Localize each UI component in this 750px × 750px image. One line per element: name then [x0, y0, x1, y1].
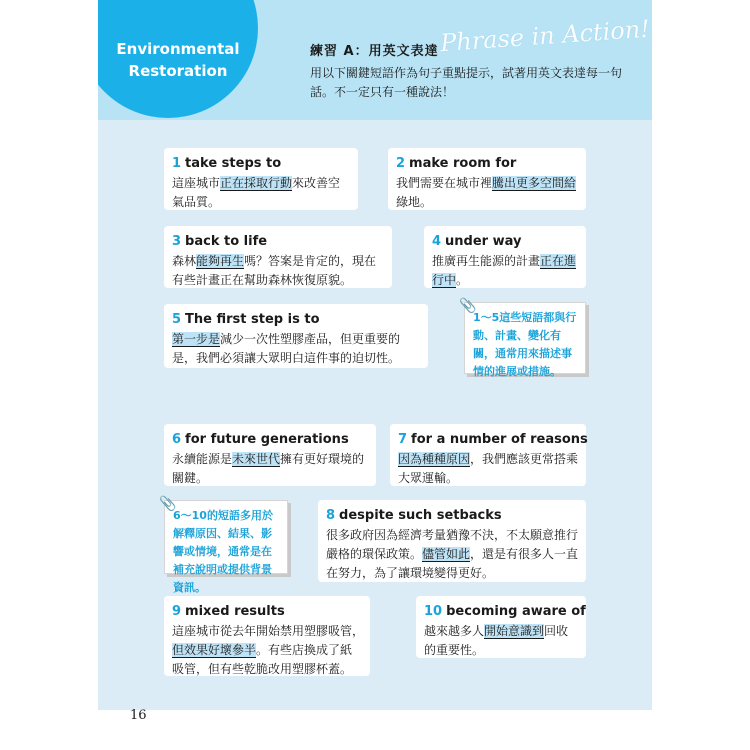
sentence-segment: 擁有更好環境的關鍵。 — [172, 452, 365, 485]
item-phrase: for future generations — [185, 432, 349, 447]
tip-note-1 — [459, 298, 586, 378]
phrase-card-10 — [416, 596, 586, 658]
item-number: 4 — [432, 234, 442, 249]
card-heading — [432, 232, 580, 252]
sentence-segment: 永續能源是 — [172, 452, 233, 466]
instruction-text: 用以下關鍵短語作為句子重點提示，試著用英文表達每一句話。不一定只有一種說法！ — [310, 66, 623, 99]
sentence-segment: ，我們應該更常搭乘大眾運輸。 — [398, 452, 579, 485]
card-heading — [172, 430, 370, 450]
key-phrase-highlight: 未來世代 — [232, 452, 281, 466]
item-number: 1 — [172, 156, 182, 171]
item-phrase: The first step is to — [185, 312, 320, 327]
exercise-title: 練習 A：用英文表達 — [310, 44, 439, 59]
paperclip-icon: 📎 — [459, 298, 477, 314]
card-heading — [172, 602, 364, 622]
item-number: 5 — [172, 312, 182, 327]
item-phrase: take steps to — [185, 156, 282, 171]
item-number: 3 — [172, 234, 182, 249]
sentence-segment: ，還是有很多人一直在努力，為了讓環境變得更好。 — [326, 547, 579, 580]
key-phrase-highlight: 儘管如此 — [422, 547, 471, 561]
item-number: 2 — [396, 156, 406, 171]
item-sentence — [398, 450, 580, 488]
sentence-segment: 。 — [456, 273, 469, 287]
sentence-segment: 綠地。 — [396, 195, 433, 209]
key-phrase-highlight: 騰出更多空間給 — [492, 176, 577, 190]
key-phrase-highlight: 正在進行中 — [432, 254, 577, 287]
item-sentence — [172, 330, 422, 368]
item-number: 7 — [398, 432, 408, 447]
phrase-card-2 — [388, 148, 586, 210]
sentence-segment: 嗎？答案是肯定的，現在有些計畫正在幫助森林恢復原貌。 — [172, 254, 377, 287]
paperclip-icon: 📎 — [159, 496, 177, 512]
key-phrase-highlight: 但效果好壞參半 — [172, 643, 257, 657]
item-sentence — [432, 252, 580, 290]
item-phrase: mixed results — [185, 604, 285, 619]
key-phrase-highlight: 開始意識到 — [484, 624, 545, 638]
item-phrase: despite such setbacks — [339, 508, 502, 523]
phrase-card-1 — [164, 148, 358, 210]
key-phrase-highlight: 能夠再生 — [196, 254, 245, 268]
item-number: 9 — [172, 604, 182, 619]
item-phrase: make room for — [409, 156, 517, 171]
item-number: 6 — [172, 432, 182, 447]
sentence-segment: 這座城市 — [172, 176, 221, 190]
key-phrase-highlight: 正在採取行動 — [220, 176, 293, 190]
item-phrase: back to life — [185, 234, 268, 249]
item-sentence — [172, 450, 370, 488]
sentence-segment: 來改善空氣品質。 — [172, 176, 341, 209]
item-sentence — [172, 252, 386, 290]
item-phrase: becoming aware of — [446, 604, 586, 619]
card-heading — [172, 154, 352, 174]
phrase-card-6 — [164, 424, 376, 486]
phrase-in-action-title: Phrase in Action! — [439, 14, 651, 58]
item-sentence — [424, 622, 580, 660]
card-heading — [172, 232, 386, 252]
page — [98, 0, 652, 750]
sentence-segment: 。有些店換成了紙吸管，但有些乾脆改用塑膠杯蓋。 — [172, 643, 353, 676]
sentence-segment: 森林 — [172, 254, 197, 268]
item-sentence — [172, 174, 352, 212]
phrase-card-3 — [164, 226, 392, 288]
key-phrase-highlight: 因為種種原因 — [398, 452, 471, 466]
page-number: 16 — [130, 708, 147, 723]
sentence-segment: 這座城市從去年開始禁用塑膠吸管， — [172, 624, 365, 638]
sentence-segment: 我們需要在城市裡 — [396, 176, 493, 190]
sentence-segment: 越來越多人 — [424, 624, 485, 638]
sentence-segment: 回收的重要性。 — [424, 624, 569, 657]
tip-note-text: 6～10的短語多用於解釋原因、結果、影響或情境，通常是在補充說明或提供背景資訊。 — [173, 509, 273, 594]
phrase-card-4 — [424, 226, 586, 288]
card-heading — [326, 506, 580, 526]
item-number: 10 — [424, 604, 443, 619]
card-heading — [172, 310, 422, 330]
phrase-card-8 — [318, 500, 586, 582]
sentence-segment: 減少一次性塑膠產品，但更重要的是，我們必須讓大眾明白這件事的迫切性。 — [172, 332, 401, 365]
key-phrase-highlight: 第一步是 — [172, 332, 221, 346]
tip-note-text: 1～5這些短語都與行動、計畫、變化有關，通常用來描述事情的進展或措施。 — [473, 311, 577, 378]
phrase-card-5 — [164, 304, 428, 368]
phrase-card-9 — [164, 596, 370, 676]
sentence-segment: 推廣再生能源的計畫 — [432, 254, 541, 268]
item-phrase: for a number of reasons — [411, 432, 588, 447]
topic-title: Environmental Restoration — [116, 40, 240, 80]
item-sentence — [172, 622, 364, 679]
item-sentence — [326, 526, 580, 583]
item-number: 8 — [326, 508, 336, 523]
item-sentence — [396, 174, 580, 212]
card-heading — [424, 602, 586, 622]
card-heading — [398, 430, 588, 450]
phrase-card-7 — [390, 424, 586, 486]
card-heading — [396, 154, 580, 174]
tip-note-2 — [159, 496, 288, 594]
item-phrase: under way — [445, 234, 522, 249]
sentence-segment: 很多政府因為經濟考量猶豫不決，不太願意推行嚴格的環保政策。 — [326, 528, 579, 561]
